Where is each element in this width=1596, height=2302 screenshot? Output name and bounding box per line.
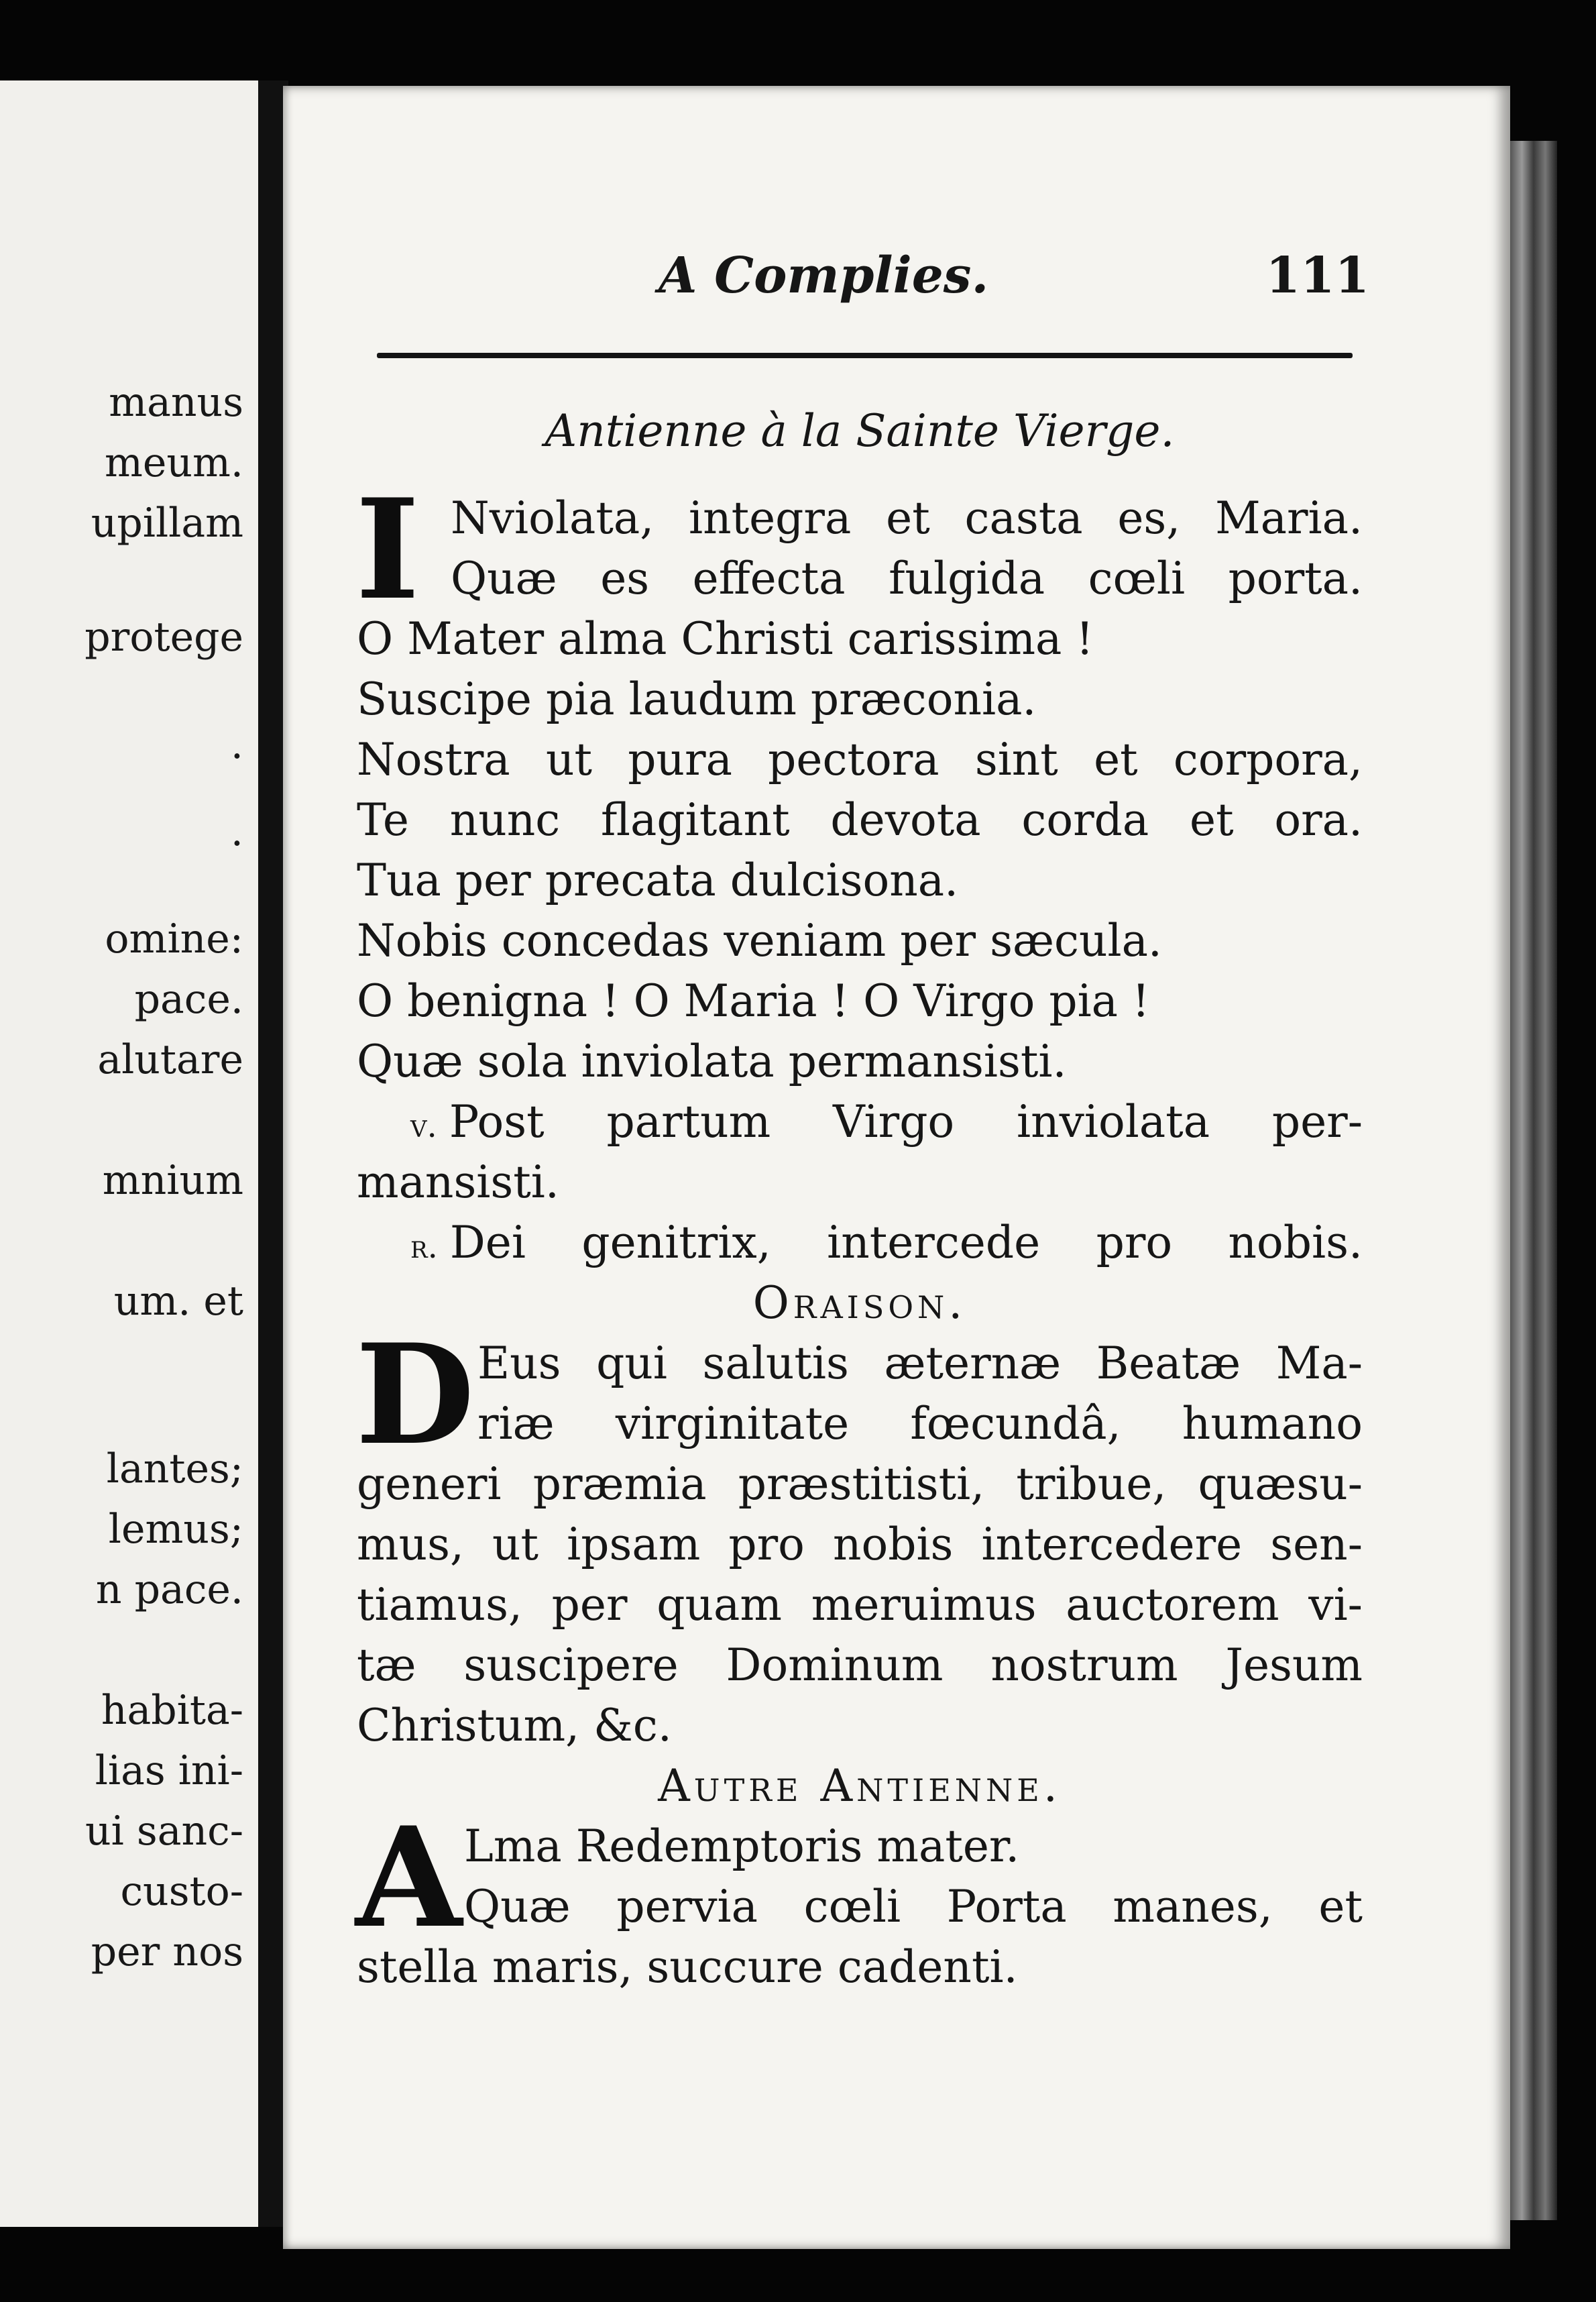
versicle-line (357, 1092, 1363, 1152)
response-mark: r. (410, 1228, 438, 1266)
antiphon-line: Quæ sola inviolata permansisti. (357, 1036, 1067, 1087)
prev-page-line: . (230, 808, 243, 855)
prev-page-line: habita- (101, 1687, 243, 1734)
antiphon-line: Te nunc flagitant devota corda et ora. (357, 794, 1363, 846)
prev-page-line: mnium (102, 1157, 243, 1204)
oraison-body (355, 1315, 1363, 1756)
antiphon-line: Suscipe pia laudum præconia. (357, 673, 1037, 725)
oraison-line: Eus qui salutis æternæ Beatæ Ma- (477, 1337, 1363, 1389)
antiphon-line: Quæ es effecta fulgida cœli porta. (451, 553, 1363, 604)
second-antiphon-body (355, 1798, 1363, 1997)
prev-page-line: n pace. (95, 1566, 243, 1613)
antiphon-line: Nobis concedas veniam per sæcula. (357, 915, 1162, 967)
prev-page-line: alutare (97, 1036, 243, 1083)
prev-page-line: ui sanc- (85, 1808, 243, 1855)
second-antiphon-line: Lma Redemptoris mater. (464, 1820, 1020, 1872)
prev-page-line: lemus; (108, 1506, 243, 1553)
versicle-mark: v. (410, 1107, 437, 1145)
second-antiphon-line: stella maris, succure cadenti. (357, 1941, 1018, 1993)
oraison-heading: Oraison. (752, 1277, 967, 1329)
prev-page-line: lantes; (106, 1445, 243, 1492)
oraison-line: mus, ut ipsam pro nobis intercedere sen- (357, 1519, 1363, 1570)
antiphon-title: Antienne à la Sainte Vierge. (545, 405, 1175, 457)
running-title: A Complies. (659, 247, 989, 305)
page-text (357, 401, 1363, 1997)
antiphon-body (355, 470, 1363, 1092)
antiphon-line: Nviolata, integra et casta es, Maria. (451, 492, 1363, 544)
antiphon-line: Nostra ut pura pectora sint et corpora, (357, 734, 1363, 785)
prev-page-line: manus (109, 379, 243, 426)
second-antiphon-line: Quæ pervia cœli Porta manes, et (464, 1881, 1363, 1932)
previous-page (0, 80, 258, 2227)
prev-page-line: upillam (91, 500, 243, 547)
versicle-text: Post partum Virgo inviolata per- (449, 1096, 1363, 1148)
prev-page-line: per nos (91, 1928, 243, 1975)
drop-cap-i: I (355, 470, 420, 631)
antiphon-line: Tua per precata dulcisona. (357, 855, 959, 906)
prev-page-line: lias ini- (95, 1747, 243, 1794)
versicle-continuation: mansisti. (357, 1156, 559, 1208)
prev-page-line: custo- (120, 1868, 243, 1915)
antiphon-line: O benigna ! O Maria ! O Virgo pia ! (357, 975, 1150, 1027)
oraison-line: Christum, &c. (357, 1700, 672, 1751)
drop-cap-d: D (355, 1315, 475, 1476)
prev-page-line: pace. (134, 976, 243, 1023)
oraison-line: riæ virginitate fœcundâ, humano (477, 1398, 1363, 1449)
prev-page-line: . (230, 721, 243, 768)
header-rule (377, 353, 1353, 358)
book-page (283, 86, 1510, 2249)
oraison-line: tæ suscipere Dominum nostrum Jesum (357, 1639, 1363, 1691)
prev-page-line: meum. (104, 439, 243, 486)
prev-page-line: um. et (113, 1278, 243, 1325)
oraison-line: tiamus, per quam meruimus auctorem vi- (357, 1579, 1363, 1631)
page-header (283, 247, 1510, 314)
response-text: Dei genitrix, intercede pro nobis. (449, 1217, 1363, 1268)
response-line (357, 1213, 1363, 1273)
drop-cap-a: A (355, 1798, 463, 1959)
second-antiphon-heading: Autre Antienne. (658, 1760, 1062, 1812)
oraison-line: generi præmia præstitisti, tribue, quæsu- (357, 1458, 1363, 1510)
page-edge (1510, 141, 1557, 2220)
prev-page-line: protege (84, 614, 243, 661)
page-number: 111 (1265, 247, 1369, 305)
prev-page-line: omine: (105, 916, 243, 963)
antiphon-line: O Mater alma Christi carissima ! (357, 613, 1094, 665)
